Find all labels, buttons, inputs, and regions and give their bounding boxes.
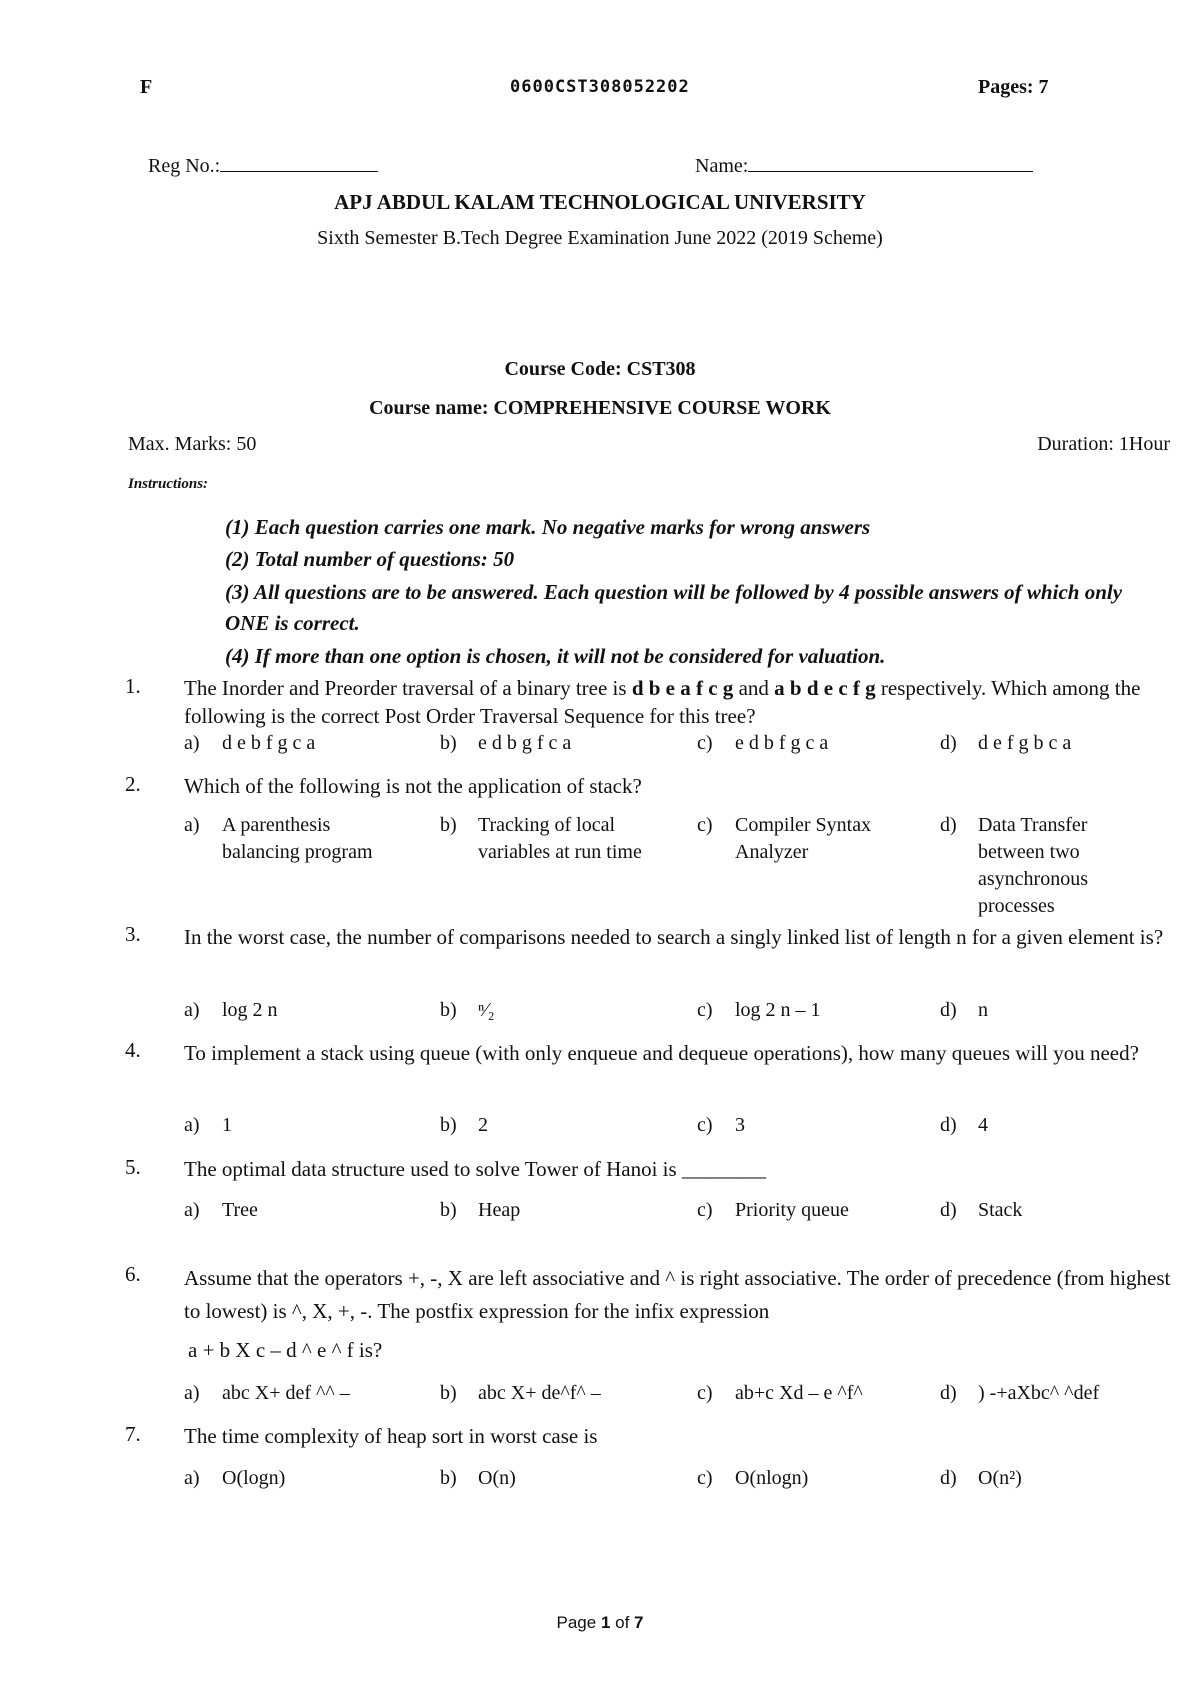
instruction-2: (2) Total number of questions: 50: [225, 547, 515, 571]
option-text: n: [978, 999, 988, 1021]
reg-no-line: [220, 171, 378, 172]
option-text: ⁿ⁄₂: [478, 999, 495, 1021]
option-text: Heap: [478, 1199, 521, 1221]
option-text: Tracking of local variables at run time: [478, 814, 642, 863]
option-text: O(n²): [978, 1467, 1022, 1489]
option-label: d): [940, 1199, 957, 1221]
option-label: c): [697, 1199, 713, 1221]
option-label: d): [940, 999, 957, 1021]
option-label: a): [184, 1114, 200, 1136]
option-text: 4: [978, 1114, 988, 1136]
question-text-part: The Inorder and Preorder traversal of a binary tree is: [184, 676, 632, 700]
option-label: a): [184, 814, 200, 836]
option-label: d): [940, 1382, 957, 1404]
reg-no-label: Reg No.:: [148, 155, 221, 177]
option-label: c): [697, 1467, 713, 1489]
question-number: 2.: [125, 772, 141, 796]
option-label: b): [440, 732, 457, 754]
infix-expression: a + b X c – d ^ e ^ f is?: [188, 1338, 383, 1362]
instruction-4: (4) If more than one option is chosen, it will not be considered for valuation.: [225, 644, 886, 668]
option-label: a): [184, 1467, 200, 1489]
option-text: Tree: [222, 1199, 258, 1221]
option-label: b): [440, 1382, 457, 1404]
option-label: b): [440, 1467, 457, 1489]
question-7-text: The time complexity of heap sort in worst case is: [184, 1424, 598, 1448]
question-5-text: The optimal data structure used to solve Tower of Hanoi is ________: [184, 1157, 766, 1181]
option-label: a): [184, 1382, 200, 1404]
question-4-text: To implement a stack using queue (with only enqueue and dequeue operations), how many queues will you need?: [184, 1041, 1139, 1065]
question-6-text: Assume that the operators +, -, X are left associative and ^ is right associative. The order of precedence (from highest to lowest) is ^, X, +, -. The postfix expression for the infix expression: [184, 1266, 1171, 1323]
option-text: d e f g b c a: [978, 732, 1072, 754]
option-label: c): [697, 999, 713, 1021]
option-text: e d b g f c a: [478, 732, 572, 754]
option-label: d): [940, 1467, 957, 1489]
option-text: ab+c Xd – e ^f^: [735, 1382, 863, 1404]
option-text: A parenthesis balancing program: [222, 814, 373, 863]
question-text-part: and: [733, 676, 775, 700]
footer-total-pages: 7: [634, 1613, 644, 1632]
paper-code: 0600CST308052202: [510, 77, 690, 97]
name-line: [748, 171, 1033, 172]
option-text: Stack: [978, 1199, 1023, 1221]
footer-current-page: 1: [600, 1613, 611, 1632]
duration: Duration: 1Hour: [1037, 433, 1170, 455]
option-text: e d b f g c a: [735, 732, 829, 754]
instruction-3: (3) All questions are to be answered. Each question will be followed by 4 possible answers of which only ONE is correct.: [225, 580, 1123, 635]
option-label: b): [440, 1199, 457, 1221]
option-text: O(nlogn): [735, 1467, 809, 1489]
option-label: c): [697, 1382, 713, 1404]
exam-title: Sixth Semester B.Tech Degree Examination June 2022 (2019 Scheme): [317, 227, 883, 249]
instruction-1: (1) Each question carries one mark. No negative marks for wrong answers: [225, 515, 871, 539]
question-number: 4.: [125, 1038, 141, 1062]
option-label: a): [184, 732, 200, 754]
option-text: Data Transfer between two asynchronous processes: [978, 814, 1088, 917]
option-text: Compiler Syntax Analyzer: [735, 814, 872, 863]
option-label: c): [697, 1114, 713, 1136]
page-count: Pages: 7: [978, 76, 1049, 98]
option-text: log 2 n: [222, 999, 278, 1021]
option-label: d): [940, 1114, 957, 1136]
instructions-label: Instructions:: [128, 476, 209, 492]
option-label: a): [184, 1199, 200, 1221]
option-label: a): [184, 999, 200, 1021]
option-label: c): [697, 732, 713, 754]
option-text: abc X+ de^f^ –: [478, 1382, 601, 1404]
option-text: O(logn): [222, 1467, 286, 1489]
footer-page-word: Page: [556, 1613, 601, 1632]
question-number: 1.: [125, 674, 141, 698]
page-footer: [0, 1613, 1200, 1633]
option-label: b): [440, 999, 457, 1021]
option-label: d): [940, 732, 957, 754]
option-label: d): [940, 814, 957, 836]
option-text: 3: [735, 1114, 745, 1136]
question-text-part: respectively. Which among the following is the correct Post Order Traversal Sequence for this tree?: [184, 676, 1141, 728]
option-text: 2: [478, 1114, 488, 1136]
max-marks: Max. Marks: 50: [128, 433, 257, 455]
question-number: 6.: [125, 1262, 141, 1286]
question-number: 7.: [125, 1422, 141, 1446]
option-label: c): [697, 814, 713, 836]
option-text: O(n): [478, 1467, 516, 1489]
course-name: Course name: COMPREHENSIVE COURSE WORK: [369, 397, 831, 419]
set-label: F: [140, 76, 153, 98]
footer-of-word: of: [610, 1613, 635, 1632]
preorder-sequence: a b d e c f g: [774, 676, 876, 700]
option-text: abc X+ def ^^ –: [222, 1382, 350, 1404]
university-title: APJ ABDUL KALAM TECHNOLOGICAL UNIVERSITY: [334, 190, 866, 214]
name-field: [695, 155, 1033, 178]
option-text: Priority queue: [735, 1199, 849, 1221]
option-text: 1: [222, 1114, 232, 1136]
course-code: Course Code: CST308: [504, 358, 696, 380]
option-label: b): [440, 1114, 457, 1136]
question-number: 3.: [125, 922, 141, 946]
option-text: log 2 n – 1: [735, 999, 821, 1021]
question-2-text: Which of the following is not the application of stack?: [184, 774, 642, 798]
reg-no-field: [148, 155, 378, 178]
option-text: d e b f g c a: [222, 732, 316, 754]
name-label: Name:: [695, 155, 749, 177]
inorder-sequence: d b e a f c g: [631, 676, 734, 700]
question-number: 5.: [125, 1155, 141, 1179]
question-1-text: [184, 674, 1174, 730]
question-3-text: In the worst case, the number of comparisons needed to search a singly linked list of length n for a given element is?: [184, 925, 1164, 949]
option-text: ) -+aXbc^ ^def: [978, 1382, 1100, 1404]
option-label: b): [440, 814, 457, 836]
